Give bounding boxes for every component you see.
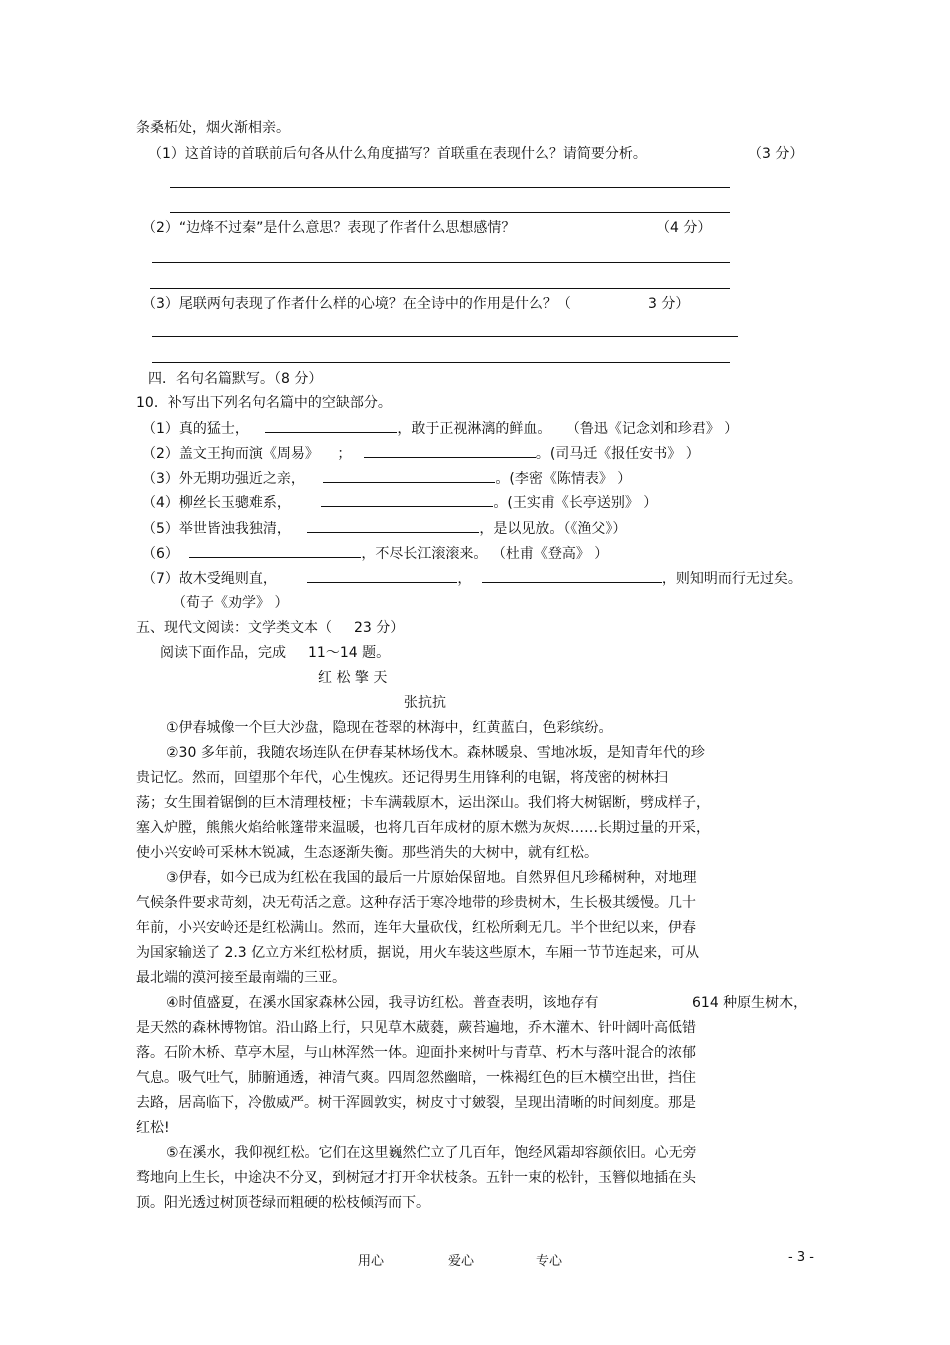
- question-3: （3）尾联两句表现了作者什么样的心境？在全诗中的作用是什么？（: [142, 296, 571, 312]
- answer-line: [170, 187, 730, 188]
- recitation-item-4: [142, 492, 657, 513]
- section-5-score: 23 分）: [354, 620, 405, 636]
- recitation-item-5: [142, 518, 626, 539]
- item-text: 。(王实甫《长亭送别》 ）: [493, 495, 658, 511]
- section-5-heading: [136, 618, 404, 638]
- poem-tail-line: 条桑柘处，烟火渐相亲。: [136, 120, 290, 136]
- answer-blank: [189, 543, 361, 558]
- paragraph-line: 气息。吸气吐气，肺腑通透，神清气爽。四周忽然幽暗，一株褐红色的巨木横空出世，挡住: [136, 1070, 696, 1086]
- answer-line: [150, 288, 730, 289]
- question-1: （1）这首诗的首联前后句各从什么角度描写？首联重在表现什么？请简要分析。: [148, 146, 647, 162]
- paragraph-line: ①伊春城像一个巨大沙盘，隐现在苍翠的林海中，红黄蓝白，色彩缤纷。: [166, 720, 613, 736]
- footer-motto-3: 专心: [536, 1254, 563, 1269]
- paragraph-line: 使小兴安岭可采林木锐减，生态逐渐失衡。那些消失的大树中，就有红松。: [136, 845, 598, 861]
- item-text: （4）柳丝长玉骢难系，: [142, 495, 291, 511]
- answer-blank: [307, 518, 479, 533]
- answer-line: [170, 212, 730, 213]
- instruction-range: 11～14 题。: [308, 645, 391, 661]
- item-source: （鲁迅《记念刘和珍君》 ）: [565, 421, 739, 437]
- recitation-item-2: [142, 443, 700, 464]
- paragraph-line: 塞入炉膛，熊熊火焰给帐篷带来温暖，也将几百年成材的原木燃为灰烬……长期过量的开采，: [136, 820, 710, 836]
- section-4-heading: 四．名句名篇默写。（8 分）: [148, 371, 323, 387]
- answer-line: [152, 362, 730, 363]
- question-2: （2）“边烽不过秦”是什么意思？表现了作者什么思想感情？: [142, 220, 516, 236]
- question-10: 10．补写出下列名句名篇中的空缺部分。: [136, 395, 392, 411]
- paragraph-line: 为国家输送了 2.3 亿立方米红松材质，据说，用火车装这些原木，车厢一节节连起来，可从: [136, 945, 700, 961]
- item-text: （2）盖文王拘而演《周易》: [142, 446, 319, 462]
- footer-motto-1: 用心: [358, 1254, 385, 1269]
- item-text: ，则知明而行无过矣。: [661, 571, 802, 587]
- item-text: ，不尽长江滚滚来。 （杜甫《登高》 ）: [361, 546, 609, 562]
- paragraph-line: 顶。阳光透过树顶苍绿而粗硬的松枝倾泻而下。: [136, 1195, 430, 1211]
- question-2-score: （4 分）: [656, 220, 712, 236]
- answer-blank: [265, 418, 397, 433]
- answer-blank: [321, 492, 493, 507]
- question-1-score: （3 分）: [748, 146, 804, 162]
- item-text: （5）举世皆浊我独清，: [142, 521, 291, 537]
- paragraph-line: 年前，小兴安岭还是红松满山。然而，连年大量砍伐，红松所剩无几。半个世纪以来，伊春: [136, 920, 696, 936]
- article-author: 张抗抗: [404, 695, 446, 711]
- answer-blank: [482, 568, 662, 583]
- paragraph-line: 是天然的森林博物馆。沿山路上行，只见草木葳蕤，蕨苔遍地，乔木灌木、针叶阔叶高低错: [136, 1020, 696, 1036]
- item-text: ，是以见放。（《渔父》）: [479, 521, 627, 537]
- item-text: ；: [337, 446, 352, 462]
- question-3-score: 3 分）: [648, 296, 690, 312]
- item-text: （1）真的猛士，: [142, 421, 249, 437]
- recitation-item-7-source: （荀子《劝学》 ）: [172, 595, 289, 611]
- item-text: ，: [457, 571, 472, 587]
- paragraph-line: 骛地向上生长，中途决不分叉，到树冠才打开伞状枝条。五针一束的松针，玉簪似地插在头: [136, 1170, 696, 1186]
- item-text: ，敢于正视淋漓的鲜血。: [397, 421, 552, 437]
- recitation-item-7: [142, 568, 802, 589]
- paragraph-line: 红松!: [136, 1120, 170, 1136]
- reading-instruction: [160, 643, 390, 663]
- article-title: 红 松 擎 天: [318, 670, 388, 686]
- item-text: 。(李密《陈情表》 ）: [495, 471, 632, 487]
- paragraph-line: ⑤在溪水，我仰视红松。它们在这里巍然伫立了几百年，饱经风霜却容颜依旧。心无旁: [166, 1145, 697, 1161]
- paragraph-line: 贵记忆。然而，回望那个年代，心生愧疚。还记得男生用锋利的电锯，将茂密的树林扫: [136, 770, 668, 786]
- page-number: - 3 -: [788, 1250, 814, 1265]
- recitation-item-6: [142, 543, 608, 564]
- answer-blank: [307, 568, 457, 583]
- paragraph-line: 落。石阶木桥、草亭木屋，与山林浑然一体。迎面扑来树叶与青草、朽木与落叶混合的浓郁: [136, 1045, 696, 1061]
- answer-blank: [323, 468, 495, 483]
- answer-line: [152, 262, 730, 263]
- item-text: （3）外无期功强近之亲，: [142, 471, 305, 487]
- paragraph-line: ②30 多年前，我随农场连队在伊春某林场伐木。森林暖泉、雪地冰坂，是知青年代的珍: [166, 745, 705, 761]
- paragraph-line-tail: 614 种原生树木，: [692, 995, 808, 1011]
- item-text: （7）故木受绳则直，: [142, 571, 277, 587]
- item-source: 。(司马迁《报任安书》 ）: [535, 446, 700, 462]
- answer-line: [152, 336, 738, 337]
- footer-motto-2: 爱心: [448, 1254, 475, 1269]
- paragraph-line: 荡；女生围着锯倒的巨木清理枝桠；卡车满载原木，运出深山。我们将大树锯断，劈成样子，: [136, 795, 710, 811]
- paragraph-line: ④时值盛夏，在溪水国家森林公园，我寻访红松。普查表明，该地存有: [166, 995, 599, 1011]
- paragraph-line: 最北端的漠河接至最南端的三亚。: [136, 970, 346, 986]
- paragraph-line: ③伊春，如今已成为红松在我国的最后一片原始保留地。自然界但凡珍稀树种，对地理: [166, 870, 697, 886]
- instruction-text: 阅读下面作品，完成: [160, 645, 286, 661]
- paragraph-line: 气候条件要求苛刻，决无苟活之意。这种存活于寒冷地带的珍贵树木，生长极其缓慢。几十: [136, 895, 696, 911]
- recitation-item-1: [142, 418, 738, 439]
- answer-blank: [364, 443, 536, 458]
- item-text: （6）: [142, 546, 179, 562]
- recitation-item-3: [142, 468, 631, 489]
- section-5-heading-text: 五、现代文阅读：文学类文本（: [136, 620, 332, 636]
- paragraph-line: 去路，居高临下，冷傲威严。树干浑圆敦实，树皮寸寸皴裂，呈现出清晰的时间刻度。那是: [136, 1095, 696, 1111]
